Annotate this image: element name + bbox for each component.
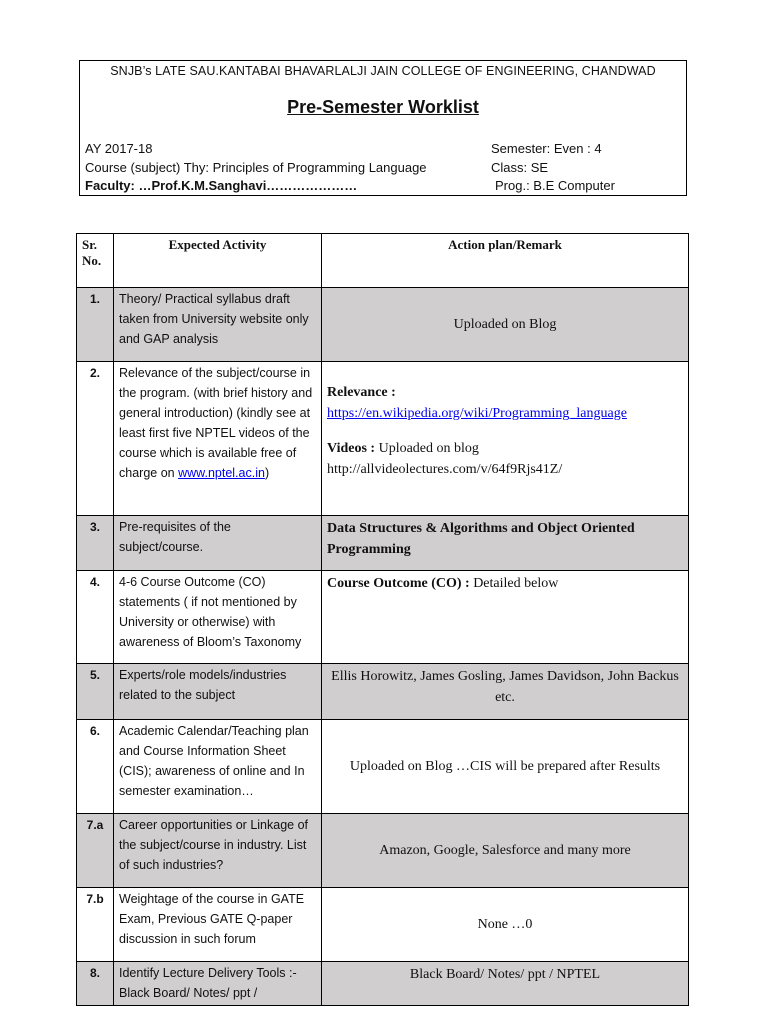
row-activity: Experts/role models/industries related to the subject [114, 664, 322, 720]
academic-year: AY 2017-18 [85, 141, 153, 156]
row-activity: Theory/ Practical syllabus draft taken from University website only and GAP analysis [114, 288, 322, 362]
page-title: Pre-Semester Worklist [287, 97, 479, 117]
course-name: Course (subject) Thy: Principles of Programming Language [85, 160, 427, 175]
activity-text-end: ) [264, 466, 270, 480]
row-number: 2. [77, 362, 114, 516]
videos-url: http://allvideolectures.com/v/64f9Rjs41Z/ [327, 461, 563, 477]
row-remark: Data Structures & Algorithms and Object Oriented Programming [322, 516, 689, 571]
table-row [77, 571, 689, 664]
row-number: 7.b [77, 888, 114, 962]
row-activity: 4-6 Course Outcome (CO) statements ( if not mentioned by University or otherwise) with awareness of Bloom’s Taxonomy [114, 571, 322, 664]
wikipedia-link[interactable]: https://en.wikipedia.org/wiki/Programming_language [327, 405, 627, 421]
college-name: SNJB’s LATE SAU.KANTABAI BHAVARLALJI JAIN COLLEGE OF ENGINEERING, CHANDWAD [110, 64, 656, 78]
semester: Semester: Even : 4 [491, 141, 602, 156]
class-name: Class: SE [491, 160, 549, 175]
row-activity: Weightage of the course in GATE Exam, Previous GATE Q-paper discussion in such forum [114, 888, 322, 962]
table-row [77, 962, 689, 1006]
row-number: 4. [77, 571, 114, 664]
row-activity [114, 362, 322, 516]
row-activity: Identify Lecture Delivery Tools :- Black Board/ Notes/ ppt / [114, 962, 322, 1006]
document-header [79, 60, 687, 196]
videos-text: Uploaded on blog [375, 440, 479, 456]
table-row [77, 664, 689, 720]
row-remark [322, 571, 689, 664]
row-number: 8. [77, 962, 114, 1006]
program-name: Prog.: B.E Computer [495, 178, 615, 193]
videos-line [327, 438, 683, 459]
row-number: 6. [77, 720, 114, 814]
activity-text: Relevance of the subject/course in the program. (with brief history and general introduction) (kindly see at least first five NPTEL videos of the course which is available free of charge on [119, 366, 313, 480]
videos-label: Videos : [327, 440, 376, 456]
table-row [77, 720, 689, 814]
nptel-link[interactable]: www.nptel.ac.in [178, 466, 265, 480]
table-row [77, 362, 689, 516]
relevance-label: Relevance : [327, 384, 396, 400]
table-header-row [77, 234, 689, 288]
faculty-name: Faculty: …Prof.K.M.Sanghavi………………… [85, 178, 358, 193]
row-remark: Amazon, Google, Salesforce and many more [322, 814, 689, 888]
row-remark: Uploaded on Blog …CIS will be prepared after Results [322, 720, 689, 814]
row-activity: Career opportunities or Linkage of the subject/course in industry. List of such industries? [114, 814, 322, 888]
header-expected-activity: Expected Activity [114, 234, 322, 288]
table-row [77, 288, 689, 362]
row-remark: Black Board/ Notes/ ppt / NPTEL [322, 962, 689, 1006]
table-row [77, 888, 689, 962]
course-outcome-label: Course Outcome (CO) : [327, 576, 470, 591]
table-row [77, 814, 689, 888]
table-row [77, 516, 689, 571]
row-number: 5. [77, 664, 114, 720]
header-action-plan: Action plan/Remark [322, 234, 689, 288]
row-activity: Academic Calendar/Teaching plan and Course Information Sheet (CIS); awareness of online and In semester examination… [114, 720, 322, 814]
worklist-table [76, 233, 689, 1006]
row-number: 3. [77, 516, 114, 571]
row-remark: Uploaded on Blog [322, 288, 689, 362]
row-remark [322, 362, 689, 516]
header-sr-no: Sr. No. [77, 234, 114, 288]
row-number: 1. [77, 288, 114, 362]
row-activity: Pre-requisites of the subject/course. [114, 516, 322, 571]
row-remark: Ellis Horowitz, James Gosling, James Davidson, John Backus etc. [322, 664, 689, 720]
row-number: 7.a [77, 814, 114, 888]
course-outcome-text: Detailed below [469, 576, 559, 591]
row-remark: None …0 [322, 888, 689, 962]
